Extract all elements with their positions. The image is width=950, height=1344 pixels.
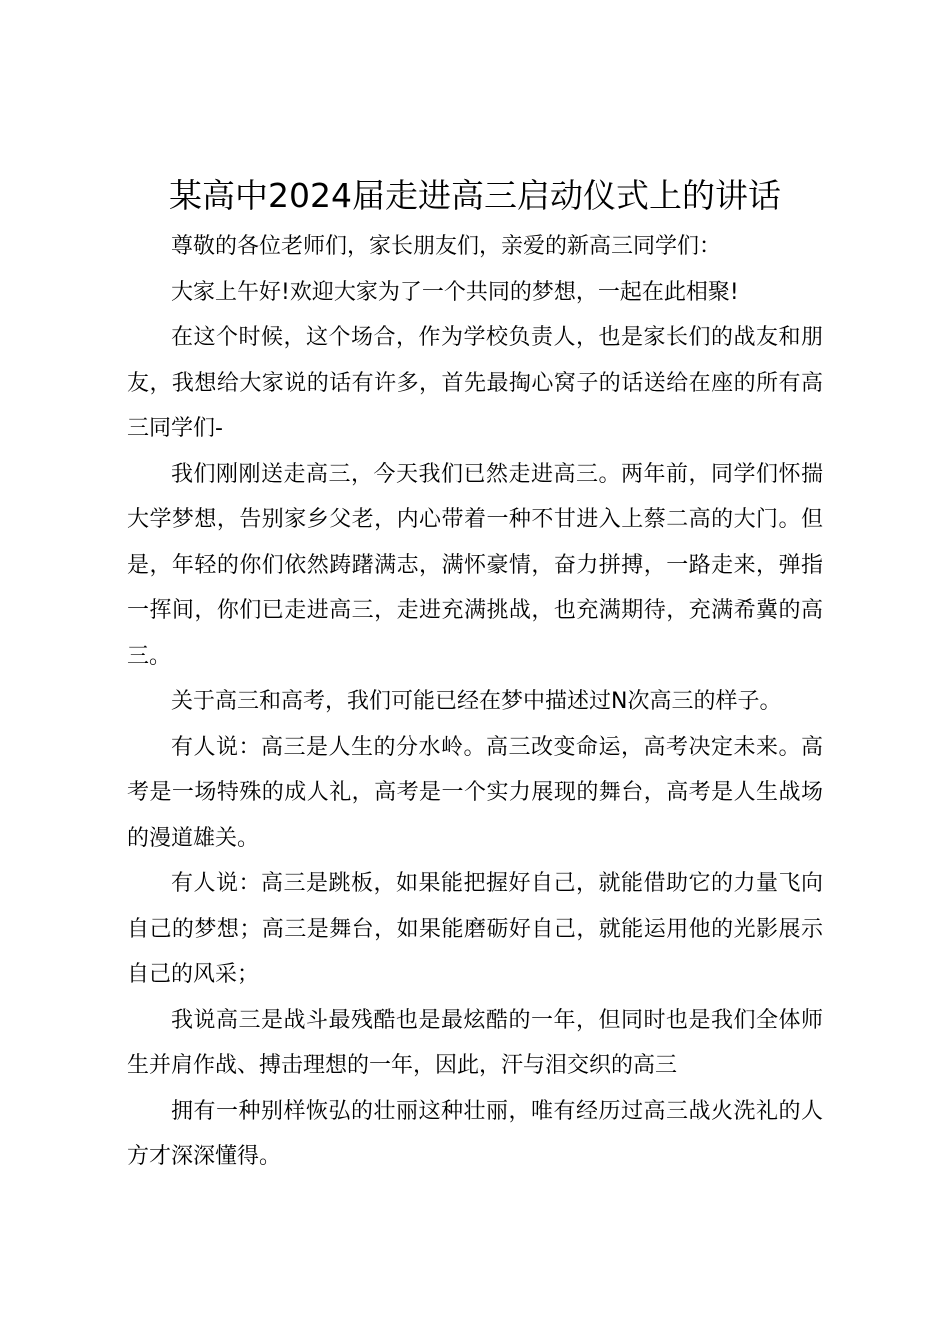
document-page xyxy=(127,172,823,1180)
paragraph-intro: 在这个时候，这个场合，作为学校负责人，也是家长们的战友和朋友，我想给大家说的话有许多，首先最掏心窝子的话送给在座的所有高三同学们- xyxy=(127,325,823,441)
paragraph-springboard: 有人说：高三是跳板，如果能把握好自己，就能借助它的力量飞向自己的梦想；高三是舞台，如果能磨砺好自己，就能运用他的光影展示自己的风采； xyxy=(127,871,823,987)
paragraph-fierce-year: 我说高三是战斗最残酷也是最炫酷的一年，但同时也是我们全体师生并肩作战、搏击理想的一年，因此，汗与泪交织的高三 xyxy=(127,1007,823,1078)
paragraph-magnificence: 拥有一种别样恢弘的壮丽这种壮丽，唯有经历过高三战火洗礼的人方才深深懂得。 xyxy=(127,1098,823,1169)
paragraph-about-gaokao: 关于高三和高考，我们可能已经在梦中描述过N次高三的样子。 xyxy=(171,689,782,714)
paragraph-two-years: 我们刚刚送走高三，今天我们已然走进高三。两年前，同学们怀揣大学梦想，告别家乡父老，内心带着一种不甘进入上蔡二高的大门。但是，年轻的你们依然踌躇满志，满怀豪情，奋力拼搏，一路走来，弹指一挥间，你们已走进高三，走进充满挑战，也充满期待，充满希冀的高三。 xyxy=(127,461,823,669)
paragraph-watershed: 有人说：高三是人生的分水岭。高三改变命运，高考决定未来。高考是一场特殊的成人礼，高考是一个实力展现的舞台，高考是人生战场的漫道雄关。 xyxy=(127,734,823,851)
paragraph-welcome: 大家上午好!欢迎大家为了一个共同的梦想，一起在此相聚! xyxy=(171,279,739,305)
paragraph-greeting: 尊敬的各位老师们，家长朋友们，亲爱的新高三同学们： xyxy=(171,234,722,259)
document-title: 某高中2024届走进高三启动仪式上的讲话 xyxy=(169,176,781,215)
